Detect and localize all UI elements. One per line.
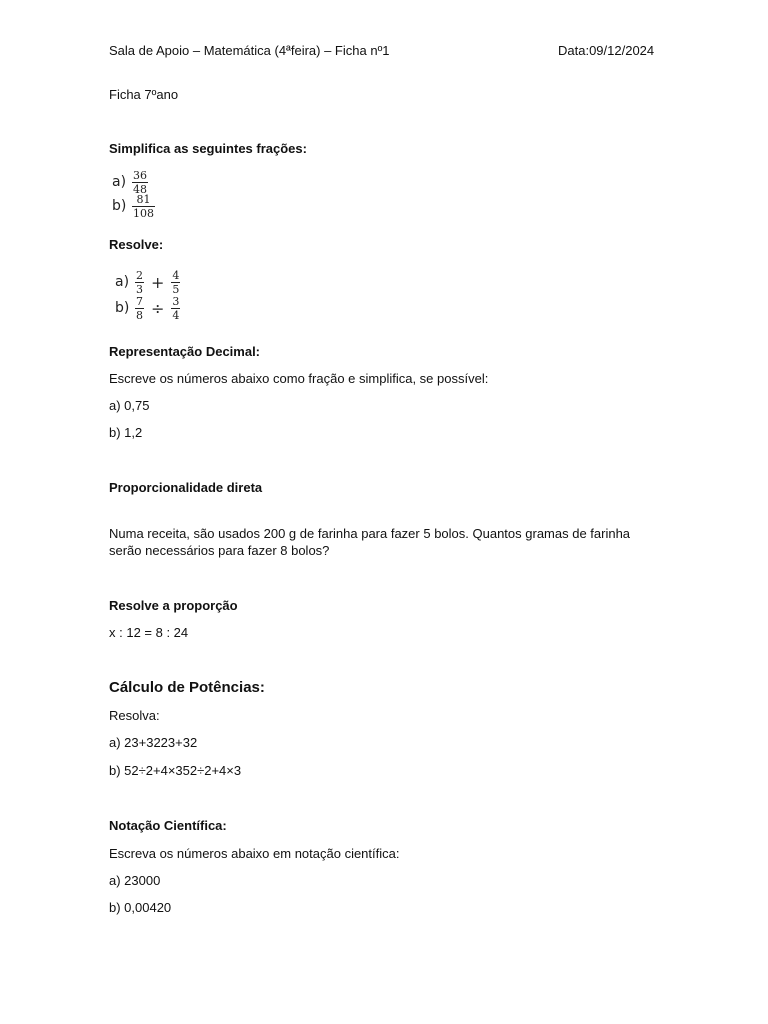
expression-item-a	[115, 269, 182, 295]
instruction-notacao: Escreva os números abaixo em notação científica:	[109, 846, 400, 861]
item-label: a)	[115, 274, 130, 290]
proportion-expression: x : 12 = 8 : 24	[109, 625, 189, 640]
instruction-potencias: Resolva:	[109, 708, 160, 723]
numerator: 2	[136, 268, 143, 282]
section-title-notacao: Notação Científica:	[109, 818, 227, 833]
numerator: 4	[172, 268, 180, 282]
numerator: 81	[136, 192, 151, 206]
item-potencias-b: b) 52÷2+4×352÷2+4×3	[109, 763, 242, 778]
item-notacao-b: b) 0,00420	[109, 900, 172, 915]
item-label: b)	[115, 300, 130, 316]
section-title-resolve: Resolve:	[109, 237, 164, 252]
denominator: 8	[136, 308, 143, 322]
header-date: Data:09/12/2024	[558, 43, 655, 58]
item-label: a)	[112, 174, 127, 190]
header-title: Sala de Apoio – Matemática (4ªfeira) – Ficha nº1	[109, 43, 390, 58]
denominator: 48	[133, 182, 147, 196]
item-decimal-a: a) 0,75	[109, 398, 150, 413]
denominator: 3	[136, 282, 143, 296]
section-title-potencias: Cálculo de Potências:	[109, 679, 265, 696]
numerator: 7	[136, 294, 143, 308]
denominator: 108	[133, 206, 154, 220]
section-title-proporcao: Resolve a proporção	[109, 598, 238, 613]
fraction	[132, 170, 148, 195]
fraction-item-b	[112, 194, 157, 218]
section-title-decimal: Representação Decimal:	[109, 344, 261, 359]
worksheet-subtitle: Ficha 7ºano	[109, 87, 179, 102]
section-title-proporcionalidade: Proporcionalidade direta	[109, 480, 263, 495]
fraction	[171, 270, 180, 295]
operator-plus: +	[151, 272, 165, 292]
problem-text-receita: Numa receita, são usados 200 g de farinha para fazer 5 bolos. Quantos gramas de farinha serão necessários para fazer 8 bolos?	[109, 526, 631, 558]
item-notacao-a: a) 23000	[109, 873, 161, 888]
fraction-item-a	[112, 170, 157, 194]
item-label: b)	[112, 198, 127, 214]
fraction	[135, 270, 144, 295]
fraction-image-simplifica	[112, 170, 157, 218]
fraction	[135, 296, 144, 321]
fraction	[171, 296, 180, 321]
instruction-decimal: Escreve os números abaixo como fração e simplifica, se possível:	[109, 371, 489, 386]
item-decimal-b: b) 1,2	[109, 425, 143, 440]
section-title-simplifica: Simplifica as seguintes frações:	[109, 141, 307, 156]
denominator: 5	[172, 282, 180, 296]
numerator: 3	[172, 294, 180, 308]
denominator: 4	[172, 308, 180, 322]
fraction	[132, 194, 155, 219]
item-potencias-a: a) 23+3223+32	[109, 735, 198, 750]
numerator: 36	[133, 168, 147, 182]
fraction-image-resolve	[115, 269, 182, 321]
operator-divide: ÷	[151, 298, 165, 318]
expression-item-b	[115, 295, 182, 321]
